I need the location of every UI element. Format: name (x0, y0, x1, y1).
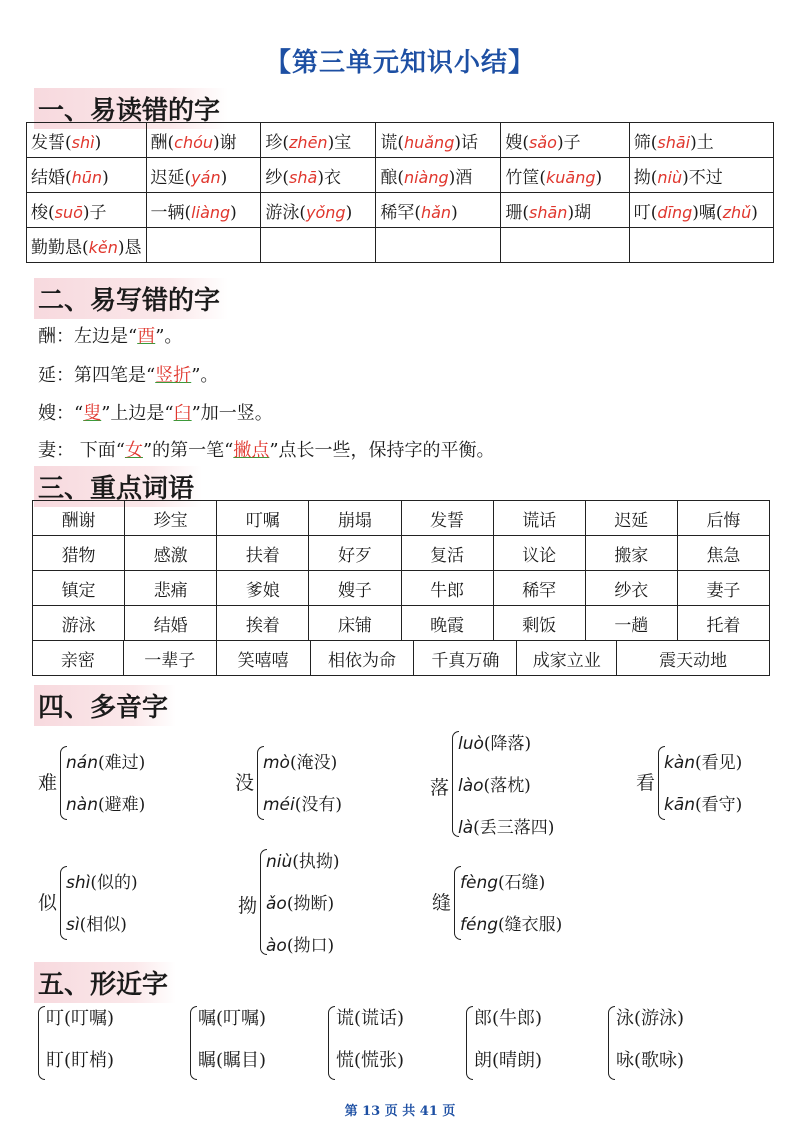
word-cell: 结婚 (125, 606, 217, 641)
read-cell: 竹筐(kuāng) (501, 158, 629, 193)
read-cell: 珍(zhēn)宝 (261, 123, 376, 158)
read-cell (376, 228, 501, 263)
words-table (32, 500, 770, 641)
words-row (33, 536, 770, 571)
read-cell: 酿(niàng)酒 (376, 158, 501, 193)
read-table-row (27, 158, 774, 193)
write-note-4: 妻： 下面“女”的第一笔“撇点”点长一些，保持字的平衡。 (38, 440, 495, 461)
read-cell (629, 228, 773, 263)
word-cell: 好歹 (309, 536, 401, 571)
word-cell: 纱衣 (585, 571, 677, 606)
polyphone-nan: 难 nán(难过) nàn(避难) (38, 742, 188, 822)
read-cell: 筛(shāi)土 (629, 123, 773, 158)
word-cell: 相依为命 (310, 641, 414, 676)
word-cell: 成家立业 (517, 641, 617, 676)
read-cell: 酬(chóu)谢 (146, 123, 261, 158)
section-heading-1: 一、易读错的字 (34, 88, 228, 129)
word-cell: 一趟 (585, 606, 677, 641)
word-cell: 牛郎 (401, 571, 493, 606)
word-cell: 千真万确 (414, 641, 517, 676)
word-cell: 一辈子 (123, 641, 216, 676)
word-cell: 剩饭 (493, 606, 585, 641)
polyphone-si: 似 shì(似的) sì(相似) (38, 862, 188, 942)
section-heading-5: 五、形近字 (34, 962, 176, 1003)
polyphone-luo: 落 luò(降落) lào(落枕) là(丢三落四) (430, 727, 590, 839)
word-cell: 嫂子 (309, 571, 401, 606)
read-cell: 梭(suō)子 (27, 193, 147, 228)
word-cell: 议论 (493, 536, 585, 571)
similar-group-3: 谎(谎话) 慌(慌张) (328, 1004, 458, 1084)
page-number: 第 13 页 共 41 页 (344, 1104, 456, 1119)
read-cell: 拗(niù)不过 (629, 158, 773, 193)
word-cell: 复活 (401, 536, 493, 571)
read-cell: 迟延(yán) (146, 158, 261, 193)
read-cell: 一辆(liàng) (146, 193, 261, 228)
words-row (33, 571, 770, 606)
word-cell: 悲痛 (125, 571, 217, 606)
word-cell: 妻子 (677, 571, 769, 606)
similar-group-4: 郎(牛郎) 朗(晴朗) (466, 1004, 596, 1084)
read-cell: 珊(shān)瑚 (501, 193, 629, 228)
word-cell: 珍宝 (125, 501, 217, 536)
word-cell: 挨着 (217, 606, 309, 641)
similar-group-2: 嘱(叮嘱) 瞩(瞩目) (190, 1004, 320, 1084)
word-cell: 崩塌 (309, 501, 401, 536)
section-heading-4: 四、多音字 (34, 685, 176, 726)
read-table-row (27, 123, 774, 158)
word-cell: 晚霞 (401, 606, 493, 641)
word-cell: 焦急 (677, 536, 769, 571)
word-cell: 感激 (125, 536, 217, 571)
read-cell (501, 228, 629, 263)
word-cell: 扶着 (217, 536, 309, 571)
words-row (33, 606, 770, 641)
word-cell: 发誓 (401, 501, 493, 536)
read-cell: 结婚(hūn) (27, 158, 147, 193)
section-heading-2: 二、易写错的字 (34, 278, 228, 319)
read-cell: 谎(huǎng)话 (376, 123, 501, 158)
word-cell: 搬家 (585, 536, 677, 571)
read-cell: 游泳(yǒng) (261, 193, 376, 228)
write-note-3: 嫂：“叟”上边是“臼”加一竖。 (38, 403, 273, 424)
read-cell: 发誓(shì) (27, 123, 147, 158)
read-cell: 叮(dīng)嘱(zhǔ) (629, 193, 773, 228)
polyphone-feng: 缝 fèng(石缝) féng(缝衣服) (432, 862, 602, 942)
read-cell: 稀罕(hǎn) (376, 193, 501, 228)
similar-group-1: 叮(叮嘱) 盯(盯梢) (38, 1004, 178, 1084)
polyphone-mei: 没 mò(淹没) méi(没有) (235, 742, 385, 822)
similar-group-5: 泳(游泳) 咏(歌咏) (608, 1004, 738, 1084)
read-cell (146, 228, 261, 263)
section-heading-3: 三、重点词语 (34, 466, 202, 507)
write-note-2: 延：第四笔是“竖折”。 (38, 365, 219, 386)
word-cell: 后悔 (677, 501, 769, 536)
words-table-last-row (32, 640, 770, 676)
word-cell: 爹娘 (217, 571, 309, 606)
polyphone-ao: 拗 niù(执拗) ǎo(拗断) ào(拗口) (238, 845, 398, 957)
word-cell: 笑嘻嘻 (216, 641, 310, 676)
word-cell: 叮嘱 (217, 501, 309, 536)
read-cell: 纱(shā)衣 (261, 158, 376, 193)
read-table-row (27, 193, 774, 228)
word-cell: 稀罕 (493, 571, 585, 606)
word-cell: 猎物 (33, 536, 125, 571)
read-cell: 勤勤恳(kěn)恳 (27, 228, 147, 263)
read-cell: 嫂(sǎo)子 (501, 123, 629, 158)
word-cell: 酬谢 (33, 501, 125, 536)
word-cell: 震天动地 (617, 641, 770, 676)
word-cell: 亲密 (33, 641, 124, 676)
word-cell: 镇定 (33, 571, 125, 606)
read-cell (261, 228, 376, 263)
word-cell: 托着 (677, 606, 769, 641)
word-cell: 迟延 (585, 501, 677, 536)
words-row (33, 501, 770, 536)
read-table (26, 122, 774, 263)
word-cell: 床铺 (309, 606, 401, 641)
word-cell: 谎话 (493, 501, 585, 536)
word-cell: 游泳 (33, 606, 125, 641)
polyphone-kan: 看 kàn(看见) kān(看守) (636, 742, 786, 822)
page-title: 【第三单元知识小结】 (264, 48, 535, 78)
write-note-1: 酬：左边是“酉”。 (38, 326, 183, 347)
read-table-row (27, 228, 774, 263)
